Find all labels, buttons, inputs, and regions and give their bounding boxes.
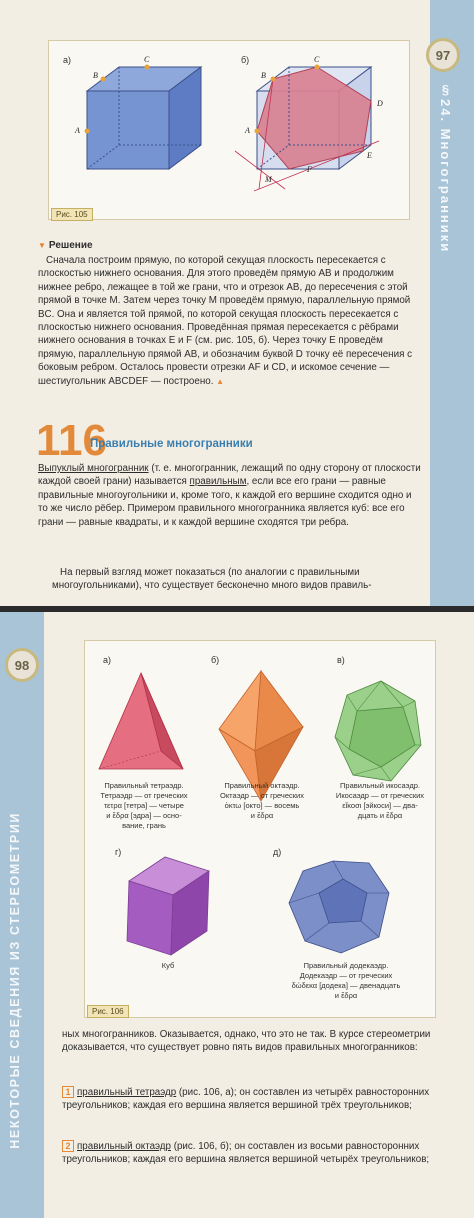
term-regular: правильным (189, 476, 247, 488)
page-number: 98 (5, 648, 39, 682)
desc-line: Правильный додекаэдр. (303, 961, 389, 970)
cube (127, 857, 209, 955)
desc-line: Октаэдр — от греческих (219, 791, 304, 800)
list-item-text: (рис. 106, а); он составлен из четырёх равносторонних треугольников; каждая его вершина является вершиной трёх треугольников; (62, 1087, 430, 1112)
desc-line: и ἕδρα [эдра] — осно- (106, 811, 182, 820)
end-of-solution-icon: ▲ (216, 376, 225, 386)
figure-caption: Рис. 105 (51, 208, 93, 221)
subfigure-label-a: а) (63, 55, 72, 65)
continuation-paragraph: На первый взгляд может показаться (по аналогии с правильными многоугольниками), что существует бесконечно много видов правиль- (52, 567, 372, 592)
term-regular-octahedron: правильный октаэдр (77, 1141, 171, 1152)
term-regular-tetrahedron: правильный тетраэдр (77, 1087, 177, 1098)
tetrahedron-description (89, 781, 199, 831)
subfigure-label-g: г) (115, 847, 122, 857)
section-number: 116 (36, 416, 107, 465)
list-number: 1 (62, 1086, 74, 1098)
icosahedron-description (325, 781, 435, 821)
cube-section-drawing (49, 41, 411, 221)
list-item-octahedron (62, 1140, 434, 1167)
subfigure-label-b: б) (241, 55, 250, 65)
definition-text-2: , если все его грани — равные правильные многоугольники и, кроме того, к каждой его вершине сходится одно и то же число рёбер. Примером правильного многогранника является куб: все его грани — равные квадраты, и к каждой вершине сходятся три ребра. (38, 476, 412, 528)
vertex-label-a-a: A (75, 126, 80, 135)
figure-106 (84, 640, 436, 1018)
desc-line: вание, грань (122, 821, 166, 830)
desc-line: Тетраэдр — от греческих (100, 791, 188, 800)
page-number: 97 (426, 38, 460, 72)
continuation-paragraph: ных многогранников. Оказывается, однако, что это не так. В курсе стереометрии доказывается, что существует ровно пять видов правильных многогранников: (62, 1029, 431, 1054)
desc-line: и ἕδρα (334, 991, 358, 1000)
desc-line: Правильный икосаэдр. (340, 781, 420, 790)
solution-paragraph (38, 254, 422, 388)
page-98 (0, 612, 474, 1218)
list-number: 2 (62, 1140, 74, 1152)
side-strip (0, 612, 44, 1218)
desc-line: δώδεκα [додека] — двенадцать (291, 981, 401, 990)
subfigure-label-d: д) (273, 847, 282, 857)
vertex-label-c-b: C (314, 55, 320, 64)
vertex-label-b-b: B (261, 71, 266, 80)
desc-line: εἴκοσι [эйкоси] — два- (342, 801, 418, 810)
vertex-label-c-a: C (144, 55, 150, 64)
chapter-running-title: НЕКОТОРЫЕ СВЕДЕНИЯ ИЗ СТЕРЕОМЕТРИИ (8, 812, 22, 1149)
figure-105 (48, 40, 410, 220)
vertex-label-e-b: E (367, 151, 372, 160)
icosahedron (335, 681, 421, 781)
desc-line: Додекаэдр — от греческих (299, 971, 393, 980)
desc-line: τετρα [тетра] — четыре (104, 801, 184, 810)
cube-description (125, 961, 211, 971)
vertex-label-a-b: A (245, 126, 250, 135)
desc-line: Правильный октаэдр. (224, 781, 300, 790)
desc-line: и ἕδρα (250, 811, 274, 820)
vertex-label-d-b: D (377, 99, 383, 108)
section-title: Правильные многогранники (90, 438, 253, 450)
desc-line: Куб (161, 961, 175, 970)
page-97 (0, 0, 474, 606)
vertex-label-b-a: B (93, 71, 98, 80)
solution-heading-text: Решение (48, 240, 93, 251)
definition-text-1: (т. е. многогранник, лежащий по одну сторону от плоскости каждой своей грани) называется (38, 463, 421, 488)
section-running-title: §24. Многогранники (438, 82, 453, 254)
figure-caption: Рис. 106 (87, 1005, 129, 1018)
desc-line: Правильный тетраэдр. (104, 781, 184, 790)
desc-line: Икосаэдр — от греческих (335, 791, 425, 800)
dodecahedron (289, 861, 389, 953)
tetrahedron (99, 673, 183, 769)
vertex-label-f-b: F (307, 165, 312, 174)
term-convex-polyhedron: Выпуклый многогранник (38, 463, 149, 474)
subfigure-label-b: б) (211, 655, 220, 665)
definition-paragraph (38, 462, 422, 529)
desc-line: ὀκτω [окто] — восемь (224, 801, 300, 810)
solution-text: Сначала построим прямую, по которой секущая плоскость пересекается с плоскостью нижнего основания. Для этого проведём прямую AB и продолжим нижнее ребро, лежащее в той же грани, что и отрезок AB, до пересечения с этой прямой в точке M. Затем через точку M проведём прямую, параллельную прямой BC. Она и является той прямой, по которой секущая плоскость пересекается с плоскостью нижнего основания. Проведённая прямая пересекается с рёбрами нижнего основания в точках E и F (см. рис. 105, б). Через точку E проведём прямую, параллельную прямой AB, и обозначим буквой D точку её пересечения с боковым ребром. Осталось провести отрезки AF и CD, и искомое сечение — шестиугольник ABCDEF — построено. (38, 255, 412, 387)
desc-line: дцать и ἕδρα (357, 811, 403, 820)
solution-heading (38, 240, 93, 251)
vertex-label-m-b: M (265, 175, 272, 184)
dodecahedron-description (281, 961, 411, 1001)
list-item-tetrahedron (62, 1086, 434, 1113)
cube-a (85, 65, 202, 170)
subfigure-label-v: в) (337, 655, 345, 665)
list-item-text: (рис. 106, б); он составлен из восьми равносторонних треугольников; каждая его вершина является вершиной четырёх треугольников; (62, 1141, 430, 1166)
triangle-marker-icon: ▼ (38, 241, 46, 250)
octahedron-description (207, 781, 317, 821)
subfigure-label-a: а) (103, 655, 112, 665)
